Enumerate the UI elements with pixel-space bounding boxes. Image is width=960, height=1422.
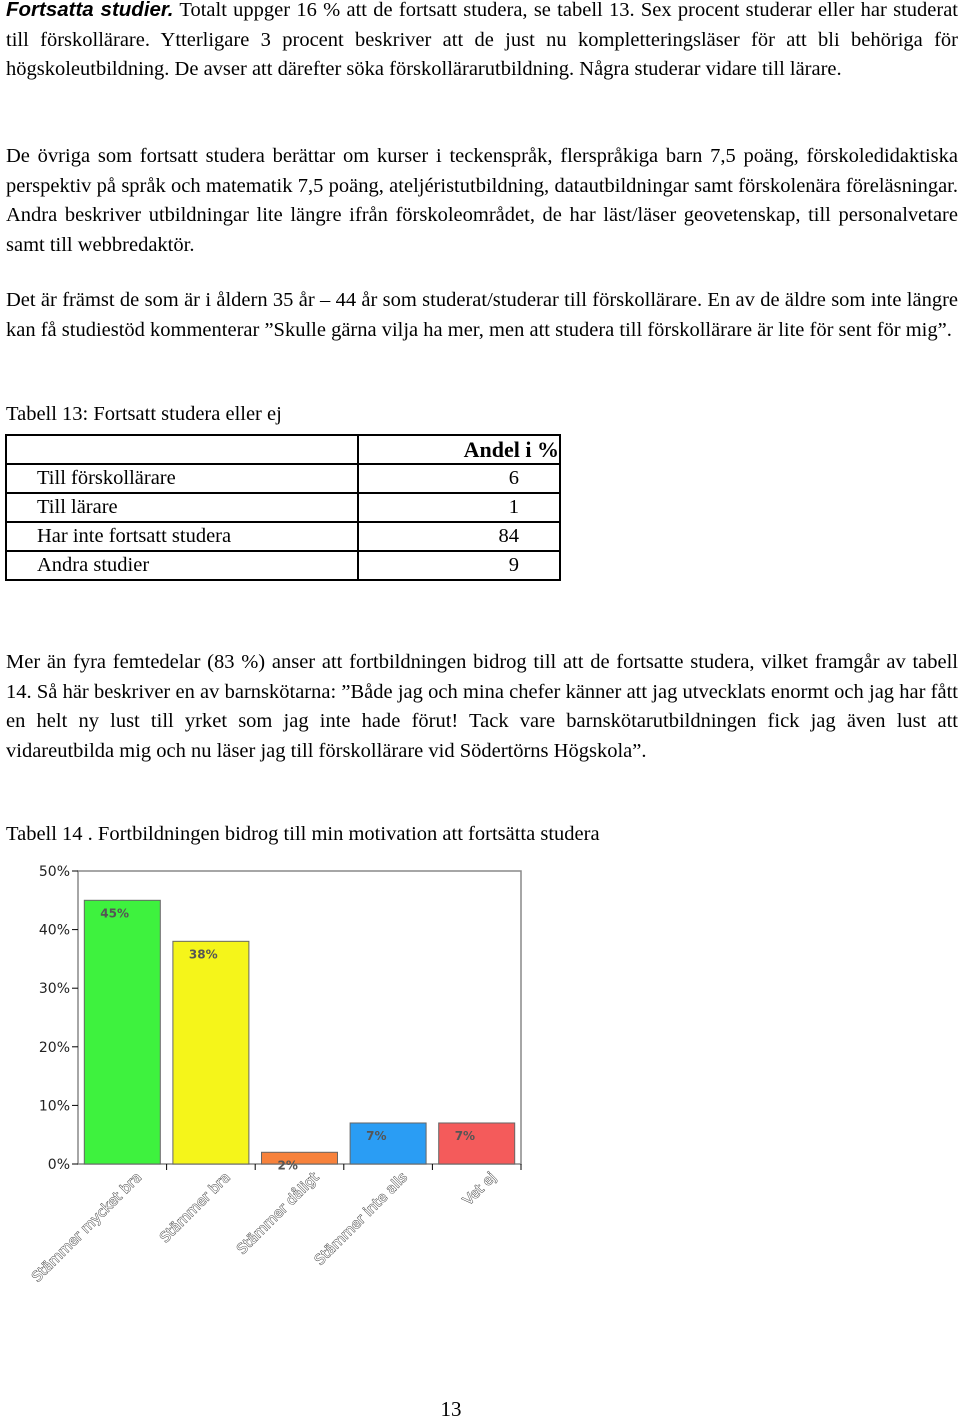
bar-value-label: 7%	[366, 1128, 387, 1143]
table14-caption: Tabell 14 . Fortbildningen bidrog till min motivation att fortsätta studera	[6, 823, 600, 845]
table-cell-value: 84	[358, 522, 560, 551]
table-13	[5, 434, 561, 581]
table-cell-label: Har inte fortsatt studera	[6, 522, 358, 551]
y-tick-label: 30%	[38, 981, 70, 998]
table-row	[6, 551, 560, 580]
table-cell-value: 6	[358, 464, 560, 493]
paragraph-lead: Fortsatta studier.	[6, 0, 174, 21]
paragraph-aldern: Det är främst de som är i åldern 35 år – 44 år som studerat/studerar till förskollärare. En av de äldre som inte längre kan få studiestöd kommenterar ”Skulle gärna vilja ha mer, men att studera till förskollärare är lite för sent för mig”.	[6, 289, 958, 341]
y-tick-label: 40%	[38, 922, 70, 939]
y-tick-label: 0%	[47, 1157, 70, 1173]
y-tick-label: 20%	[38, 1039, 70, 1056]
table-row	[6, 464, 560, 493]
table-cell-label: Andra studier	[6, 551, 358, 580]
bar-chart	[0, 855, 540, 1300]
y-tick-label: 10%	[38, 1098, 70, 1115]
bar	[350, 1123, 426, 1164]
x-category-label: Stämmer dåligt	[234, 1169, 323, 1258]
paragraph-text: Totalt uppger 16 % att de fortsatt studera, se tabell 13. Sex procent studerar eller har studerat till förskollärare. Ytterligare 3 procent beskriver att de just nu kompletteringsläser för att bli behöriga för högskoleutbildning. De avser att därefter söka förskollärarutbildning. Några studerar vidare till lärare.	[6, 0, 958, 80]
paragraph-fortsatta-studier	[6, 0, 958, 85]
table-cell-label: Till förskollärare	[6, 464, 358, 493]
x-category-label: Stämmer mycket bra	[29, 1169, 146, 1286]
bar-value-label: 2%	[277, 1158, 298, 1173]
table-row	[6, 493, 560, 522]
paragraph-femtedelar: Mer än fyra femtedelar (83 %) anser att fortbildningen bidrog till att de fortsatte studera, vilket framgår av tabell 14. Så här beskriver en av barnskötarna: ”Både jag och mina chefer känner att jag utvecklats enormt och jag har fått en helt ny lust till yrket som jag inte hade förut! Tack vare barnskötarutbildningen fick jag även lust att vidareutbilda mig och nu läser jag till förskollärare vid Södertörns Högskola”.	[6, 651, 958, 762]
table-cell-value: 1	[358, 493, 560, 522]
y-tick-label: 50%	[38, 864, 70, 880]
bar	[439, 1123, 515, 1164]
x-category-label: Stämmer inte alls	[311, 1169, 411, 1269]
bar-value-label: 38%	[188, 947, 218, 962]
bar	[84, 900, 160, 1164]
bar	[173, 941, 249, 1164]
paragraph-ovriga-kurser: De övriga som fortsatt studera berättar om kurser i teckenspråk, flerspråkiga barn 7,5 poäng, förskoledidaktiska perspektiv på språk och matematik 7,5 poäng, ateljéristutbildning, datautbildningar samt förskolenära föreläsningar. Andra beskriver utbildningar lite längre ifrån förskoleområdet, de har läst/läser geovetenskap, till personalvetare samt till webbredaktör.	[6, 145, 958, 256]
table-header-andel: Andel i %	[358, 435, 560, 464]
table-row	[6, 522, 560, 551]
table13-caption: Tabell 13: Fortsatt studera eller ej	[6, 403, 282, 425]
bar-value-label: 45%	[100, 906, 130, 921]
table-cell-value: 9	[358, 551, 560, 580]
x-category-label: Vet ej	[460, 1169, 500, 1209]
bar-value-label: 7%	[454, 1128, 476, 1143]
bar	[262, 1152, 338, 1164]
table-header-empty	[6, 435, 358, 464]
table-cell-label: Till lärare	[6, 493, 358, 522]
page-number: 13	[440, 1397, 462, 1421]
x-category-label: Stämmer bra	[157, 1169, 234, 1247]
